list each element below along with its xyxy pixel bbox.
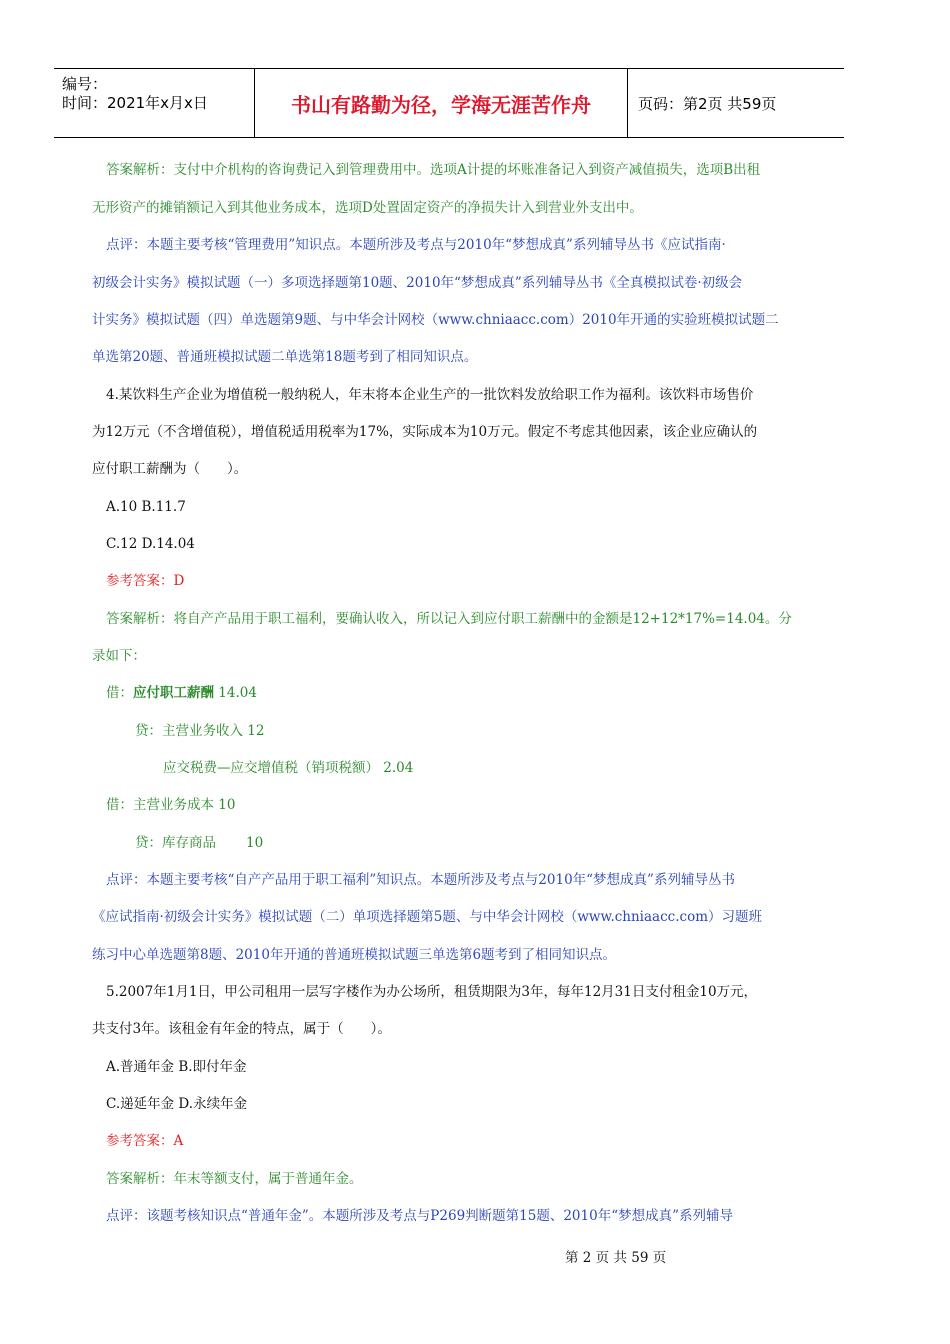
header-page-info: 页码：第2页 共59页	[638, 94, 777, 113]
question-line: 5.2007年1月1日，甲公司租用一层写字楼作为办公场所，租赁期限为3年，每年12月31日支付租金10万元，	[106, 984, 758, 1000]
review-line: 点评：本题主要考核“自产产品用于职工福利”知识点。本题所涉及考点与2010年“梦想成真”系列辅导丛书	[106, 872, 735, 888]
number-label: 编号：	[62, 75, 108, 93]
review-line: 单选第20题、普通班模拟试题二单选第18题考到了相同知识点。	[92, 349, 478, 365]
entry-line: 贷：主营业务收入 12	[135, 723, 265, 739]
question-line: 共支付3年。该租金有年金的特点，属于（ ）。	[92, 1021, 391, 1037]
header-motto: 书山有路勤为径，学海无涯苦作舟	[255, 69, 628, 137]
question-line: 4.某饮料生产企业为增值税一般纳税人，年末将本企业生产的一批饮料发放给职工作为福利。该饮料市场售价	[106, 387, 754, 403]
analysis-line: 答案解析：年末等额支付，属于普通年金。	[106, 1171, 363, 1187]
option-line: C.递延年金 D.永续年金	[106, 1096, 248, 1112]
option-line: A.10 B.11.7	[106, 499, 186, 515]
review-line: 点评：本题主要考核“管理费用”知识点。本题所涉及考点与2010年“梦想成真”系列辅导丛书《应试指南·	[106, 237, 726, 253]
entry-line: 借：主营业务成本 10	[106, 797, 236, 813]
header-meta	[54, 69, 255, 137]
review-line: 《应试指南·初级会计实务》模拟试题（二）单项选择题第5题、与中华会计网校（www.chniaacc.com）习题班	[92, 909, 763, 925]
debit-amount: 14.04	[214, 685, 257, 701]
review-line: 计实务》模拟试题（四）单选题第9题、与中华会计网校（www.chniaacc.com）2010年开通的实验班模拟试题二	[92, 312, 779, 328]
debit-label: 借：	[106, 685, 133, 701]
analysis-line: 录如下：	[92, 648, 146, 664]
question-line: 应付职工薪酬为（ ）。	[92, 461, 248, 477]
payroll-account: 应付职工薪酬	[133, 685, 214, 701]
entry-line: 贷：库存商品 10	[135, 835, 264, 851]
page-header	[54, 68, 844, 138]
answer-line: 参考答案：D	[106, 573, 185, 589]
question-line: 为12万元（不含增值税），增值税适用税率为17%，实际成本为10万元。假定不考虑其他因素，该企业应确认的	[92, 424, 758, 440]
time-label: 时间：2021年x月x日	[62, 94, 208, 112]
page-footer: 第 2 页 共 59 页	[565, 1250, 667, 1266]
analysis-line: 无形资产的摊销额记入到其他业务成本，选项D处置固定资产的净损失计入到营业外支出中。	[92, 200, 643, 216]
review-line: 点评：该题考核知识点“普通年金”。本题所涉及考点与P269判断题第15题、2010年“梦想成真”系列辅导	[106, 1208, 733, 1224]
entry-line	[106, 683, 257, 703]
review-line: 练习中心单选题第8题、2010年开通的普通班模拟试题三单选第6题考到了相同知识点。	[92, 947, 617, 963]
analysis-line: 答案解析：支付中介机构的咨询费记入到管理费用中。选项A计提的坏账准备记入到资产减值损失，选项B出租	[106, 162, 761, 178]
option-line: C.12 D.14.04	[106, 536, 195, 552]
option-line: A.普通年金 B.即付年金	[106, 1059, 247, 1075]
entry-line: 应交税费—应交增值税（销项税额） 2.04	[163, 760, 414, 776]
analysis-line: 答案解析：将自产产品用于职工福利，要确认收入，所以记入到应付职工薪酬中的金额是12+12*17%=14.04。分	[106, 611, 792, 627]
review-line: 初级会计实务》模拟试题（一）多项选择题第10题、2010年“梦想成真”系列辅导丛书《全真模拟试卷·初级会	[92, 275, 743, 291]
answer-line: 参考答案：A	[106, 1133, 184, 1149]
